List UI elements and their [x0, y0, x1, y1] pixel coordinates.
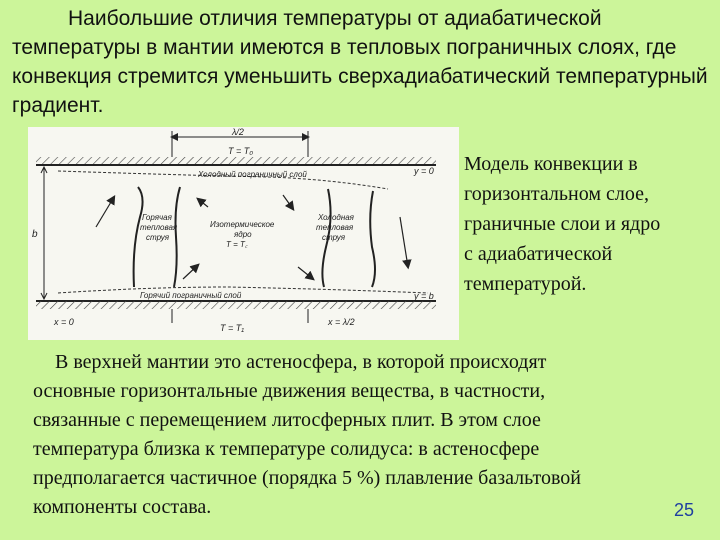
convection-diagram [28, 127, 459, 340]
hot-boundary-layer [58, 287, 428, 293]
caption-line: с адиабатической [464, 243, 613, 265]
body-line: В верхней мантии это астеносфера, в которой происходят [55, 351, 547, 373]
hot-jet-label-1: Горячая [142, 213, 172, 222]
hot-jet-wall [134, 187, 143, 287]
intro-line: температуры в мантии имеются в тепловых пограничных [12, 36, 572, 59]
top-boundary [36, 157, 436, 165]
x-left-label: x = 0 [54, 317, 74, 327]
bottom-boundary [36, 301, 436, 309]
body-line: компоненты состава. [33, 496, 212, 518]
top-temp-label: T = T₀ [228, 146, 254, 156]
figure-caption [464, 149, 714, 299]
cold-layer-label: Холодный пограничный слой [198, 170, 307, 179]
caption-line: горизонтальном слое, [464, 183, 649, 205]
body-paragraph [33, 348, 713, 522]
body-line: основные горизонтальные движения вещества, в частности, [33, 380, 546, 402]
core-label-1: Изотермическое [210, 220, 275, 229]
caption-line: граничные слои и ядро [464, 213, 661, 235]
flow-arrow [400, 217, 408, 267]
cold-jet-label-1: Холодная [318, 213, 354, 222]
flow-arrow [298, 267, 313, 279]
bottom-y-label: y = b [414, 291, 434, 301]
core-label-2: ядро [234, 230, 252, 239]
hot-layer-label: Горячий пограничный слой [140, 291, 242, 300]
intro-paragraph [12, 4, 712, 120]
page-number: 25 [673, 500, 694, 520]
core-label-3: T = T꜀ [226, 240, 248, 249]
height-label: b [32, 229, 38, 240]
caption-line: Модель конвекции в [464, 153, 638, 175]
flow-arrow [283, 195, 293, 209]
bottom-temp-label: T = T₁ [220, 323, 245, 333]
cold-jet-label-3: струя [322, 233, 346, 242]
caption-line: температурой. [464, 273, 587, 295]
x-right-label: x = λ/2 [328, 317, 355, 327]
body-line: связанные с перемещением литосферных плит. В этом слое [33, 409, 541, 431]
flow-arrow [183, 265, 198, 279]
intro-line: слоях, где конвекция стремится уменьшить [12, 36, 677, 88]
intro-line: Наибольшие отличия температуры от адиабатической [68, 7, 602, 30]
body-line: предполагается частичное (порядка 5 %) плавление базальтовой [33, 467, 582, 489]
flow-arrow [96, 197, 114, 227]
body-line: температура близка к температуре солидуса: в астеносфере [33, 438, 540, 460]
hot-jet-label-3: струя [146, 233, 170, 242]
flow-arrow [198, 199, 208, 207]
hot-jet-label-2: тепловая [140, 223, 178, 232]
top-y-label: y = 0 [414, 166, 434, 176]
cold-jet-label-2: тепловая [316, 223, 354, 232]
width-label: λ/2 [232, 127, 244, 137]
intro-line: сверхадиабатический температурный градиент. [12, 65, 708, 117]
